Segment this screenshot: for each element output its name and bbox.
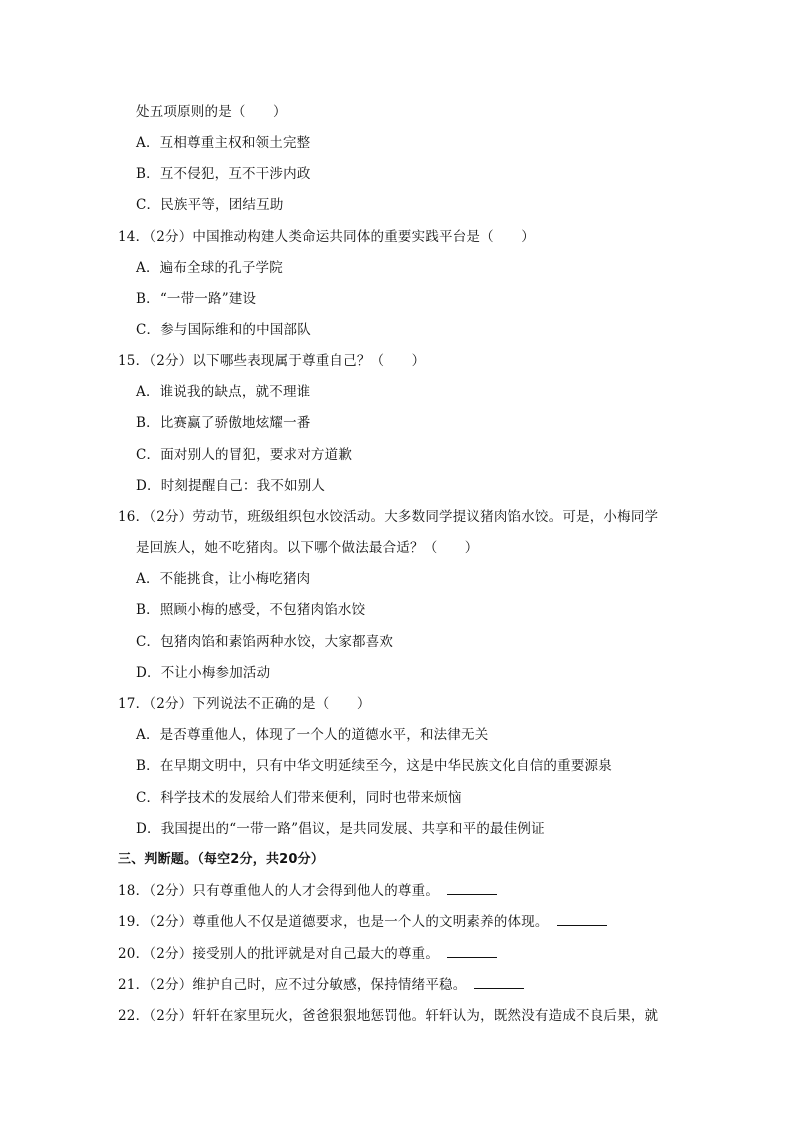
q15-option-a: A．谁说我的缺点，就不理谁: [136, 384, 311, 400]
judgment-item: [118, 912, 607, 932]
judgment-item: [118, 975, 524, 995]
question-15-stem: 15．（2分）以下哪些表现属于尊重自己？（ ）: [118, 353, 426, 369]
q15-option-b: B．比赛赢了骄傲地炫耀一番: [136, 415, 311, 431]
question-16-stem-line2: 是回族人，她不吃猪肉。以下哪个做法最合适？（ ）: [136, 540, 479, 556]
q14-option-a: A．遍布全球的孔子学院: [136, 260, 283, 276]
q15-option-c: C．面对别人的冒犯，要求对方道歉: [136, 447, 353, 463]
answer-blank: [557, 913, 607, 926]
question-22-stem-line1: 22．（2分）轩轩在家里玩火，爸爸狠狠地惩罚他。轩轩认为，既然没有造成不良后果，就: [118, 1008, 659, 1024]
q13-option-c: C．民族平等，团结互助: [136, 197, 284, 213]
q17-option-b: B．在早期文明中，只有中华文明延续至今，这是中华民族文化自信的重要源泉: [136, 758, 612, 774]
section-3-title: 三、判断题。（每空2分，共20分）: [118, 852, 325, 867]
q13-option-a: A．互相尊重主权和领土完整: [136, 135, 311, 151]
answer-blank: [447, 945, 497, 958]
q17-option-c: C．科学技术的发展给人们带来便利，同时也带来烦恼: [136, 790, 462, 806]
answer-blank: [447, 882, 497, 895]
judgment-20-text: 20．（2分）接受别人的批评就是对自己最大的尊重。: [118, 946, 440, 962]
q17-option-a: A．是否尊重他人，体现了一个人的道德水平，和法律无关: [136, 727, 489, 743]
question-17-stem: 17．（2分）下列说法不正确的是（ ）: [118, 696, 371, 712]
q13-option-b: B．互不侵犯，互不干涉内政: [136, 166, 311, 182]
q15-option-d: D．时刻提醒自己：我不如别人: [136, 478, 326, 494]
q16-option-a: A．不能挑食，让小梅吃猪肉: [136, 571, 311, 587]
q16-option-b: B．照顾小梅的感受，不包猪肉馅水饺: [136, 602, 366, 618]
q17-option-d: D．我国提出的“一带一路”倡议，是共同发展、共享和平的最佳例证: [136, 821, 545, 837]
question-16-stem-line1: 16．（2分）劳动节，班级组织包水饺活动。大多数同学提议猪肉馅水饺。可是，小梅同学: [118, 509, 659, 525]
judgment-item: [118, 944, 497, 964]
q16-option-d: D．不让小梅参加活动: [136, 665, 271, 681]
answer-blank: [474, 976, 524, 989]
judgment-19-text: 19．（2分）尊重他人不仅是道德要求，也是一个人的文明素养的体现。: [118, 914, 549, 930]
judgment-18-text: 18．（2分）只有尊重他人的人才会得到他人的尊重。: [118, 883, 440, 899]
q14-option-c: C．参与国际维和的中国部队: [136, 322, 311, 338]
q14-option-b: B．“一带一路”建设: [136, 291, 257, 307]
q16-option-c: C．包猪肉馅和素馅两种水饺，大家都喜欢: [136, 634, 394, 650]
judgment-item: [118, 881, 497, 901]
question-14-stem: 14．（2分）中国推动构建人类命运共同体的重要实践平台是（ ）: [118, 229, 535, 245]
judgment-21-text: 21．（2分）维护自己时，应不过分敏感，保持情绪平稳。: [118, 977, 467, 993]
question-13-continuation: 处五项原则的是（ ）: [136, 104, 287, 120]
